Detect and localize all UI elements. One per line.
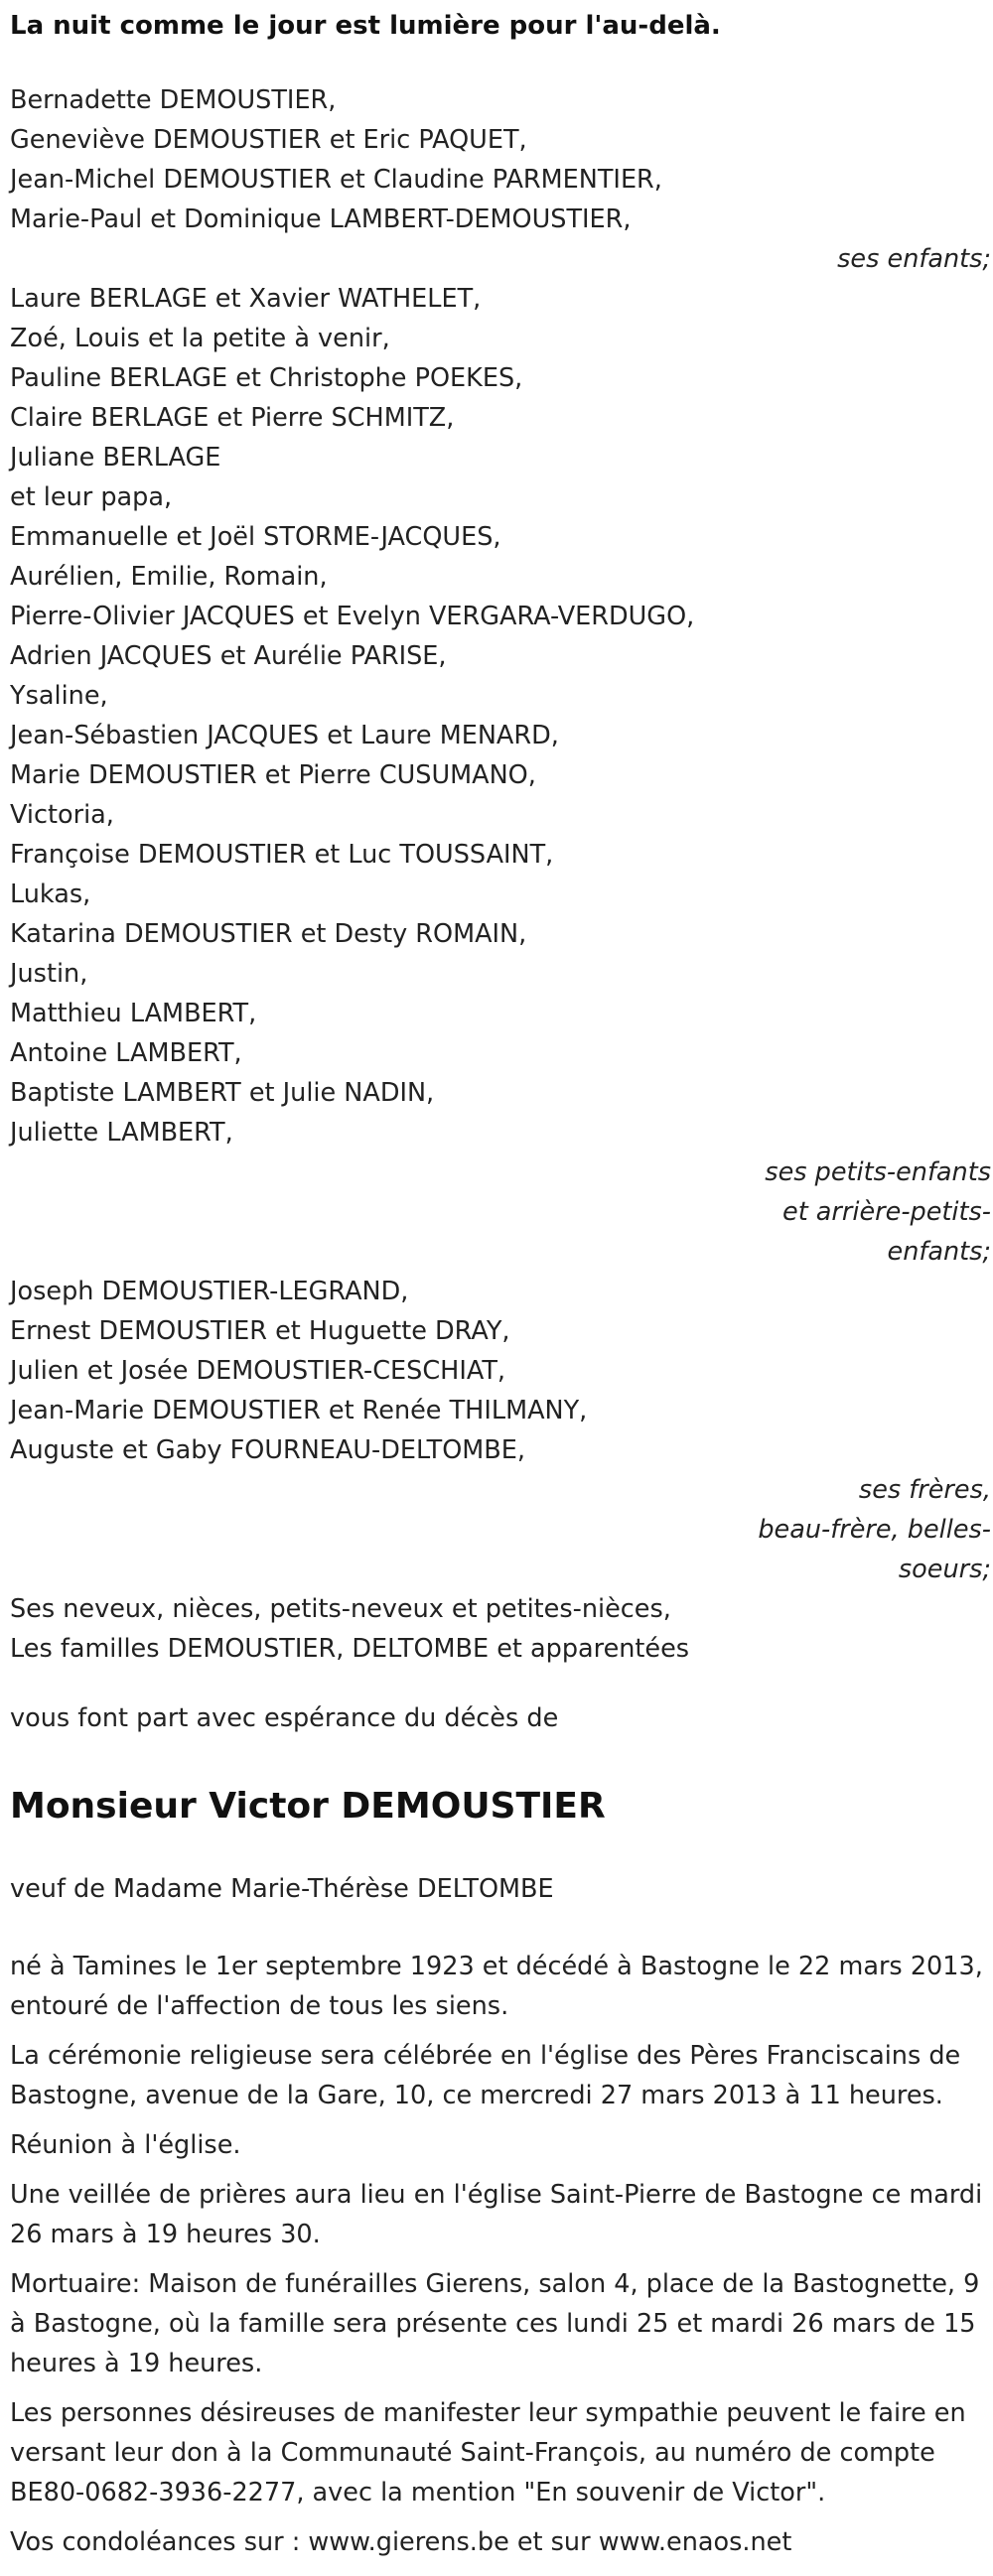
grandchildren-list <box>10 279 991 1152</box>
family-line: Ses neveux, nièces, petits-neveux et petites-nièces, <box>10 1594 671 1624</box>
donation-paragraph: Les personnes désireuses de manifester leur sympathie peuvent le faire en versant leur don à la Communauté Saint-François, au numéro de compte BE80-0682-3936-2277, avec la mention "En souvenir de Victor". <box>10 2398 966 2508</box>
grandchild-line: Pauline BERLAGE et Christophe POEKES, <box>10 363 523 393</box>
grandchild-line: Ysaline, <box>10 681 108 711</box>
family-line: Les familles DEMOUSTIER, DELTOMBE et apparentées <box>10 1634 690 1664</box>
children-list <box>10 80 991 239</box>
grandchild-line: Laure BERLAGE et Xavier WATHELET, <box>10 284 482 314</box>
reunion-paragraph: Réunion à l'église. <box>10 2130 241 2160</box>
grandchild-line: Juliette LAMBERT, <box>10 1118 233 1148</box>
siblings-role-line: soeurs; <box>898 1555 991 1584</box>
grandchild-line: Victoria, <box>10 800 114 830</box>
sibling-line: Julien et Josée DEMOUSTIER-CESCHIAT, <box>10 1356 506 1386</box>
child-line: Marie-Paul et Dominique LAMBERT-DEMOUSTIER, <box>10 204 632 234</box>
vigil-paragraph: Une veillée de prières aura lieu en l'église Saint-Pierre de Bastogne ce mardi 26 mars à 19 heures 30. <box>10 2180 983 2249</box>
child-line: Bernadette DEMOUSTIER, <box>10 85 337 115</box>
grandchildren-role <box>10 1152 991 1272</box>
grandchild-line: Zoé, Louis et la petite à venir, <box>10 324 390 353</box>
ceremony-paragraph: La cérémonie religieuse sera célébrée en l'église des Pères Franciscains de Bastogne, avenue de la Gare, 10, ce mercredi 27 mars 2013 à 11 heures. <box>10 2041 961 2110</box>
condolences-paragraph: Vos condoléances sur : www.gierens.be et sur www.enaos.net <box>10 2527 792 2557</box>
grandchild-line: Matthieu LAMBERT, <box>10 999 257 1028</box>
siblings-role-line: ses frères, <box>858 1475 991 1505</box>
announcement: vous font part avec espérance du décès de <box>10 1703 559 1733</box>
siblings-role <box>10 1470 991 1589</box>
grandchild-line: Emmanuelle et Joël STORME-JACQUES, <box>10 522 501 552</box>
sibling-line: Auguste et Gaby FOURNEAU-DELTOMBE, <box>10 1435 526 1465</box>
sibling-line: Ernest DEMOUSTIER et Huguette DRAY, <box>10 1316 510 1346</box>
deceased-name: Monsieur Victor DEMOUSTIER <box>10 1786 606 1827</box>
widow-line: veuf de Madame Marie-Thérèse DELTOMBE <box>10 1874 554 1904</box>
grandchild-line: Katarina DEMOUSTIER et Desty ROMAIN, <box>10 919 527 949</box>
grandchild-line: Pierre-Olivier JACQUES et Evelyn VERGARA-VERDUGO, <box>10 602 695 631</box>
sibling-line: Jean-Marie DEMOUSTIER et Renée THILMANY, <box>10 1396 588 1425</box>
grandchild-line: Lukas, <box>10 880 91 909</box>
grandchild-line: Justin, <box>10 959 88 989</box>
families-list <box>10 1589 991 1669</box>
grandchildren-role-line: enfants; <box>887 1237 991 1267</box>
grandchild-line: Adrien JACQUES et Aurélie PARISE, <box>10 641 447 671</box>
child-line: Jean-Michel DEMOUSTIER et Claudine PARMENTIER, <box>10 165 662 195</box>
grandchild-line: et leur papa, <box>10 482 173 512</box>
grandchild-line: Baptiste LAMBERT et Julie NADIN, <box>10 1078 435 1108</box>
child-line: Geneviève DEMOUSTIER et Eric PAQUET, <box>10 125 527 155</box>
grandchild-line: Juliane BERLAGE <box>10 443 221 473</box>
epigraph: La nuit comme le jour est lumière pour l'au-delà. <box>10 11 721 41</box>
grandchildren-role-line: ses petits-enfants <box>765 1157 991 1187</box>
grandchild-line: Marie DEMOUSTIER et Pierre CUSUMANO, <box>10 760 536 790</box>
grandchild-line: Françoise DEMOUSTIER et Luc TOUSSAINT, <box>10 840 554 870</box>
grandchildren-role-line: et arrière-petits- <box>782 1197 991 1227</box>
sibling-line: Joseph DEMOUSTIER-LEGRAND, <box>10 1277 409 1306</box>
children-role: ses enfants; <box>837 244 991 274</box>
grandchild-line: Jean-Sébastien JACQUES et Laure MENARD, <box>10 721 559 750</box>
grandchild-line: Claire BERLAGE et Pierre SCHMITZ, <box>10 403 455 433</box>
mortuary-paragraph: Mortuaire: Maison de funérailles Gierens, salon 4, place de la Bastognette, 9 à Bastogne, où la famille sera présente ces lundi 25 et mardi 26 mars de 15 heures à 19 heures. <box>10 2269 980 2378</box>
siblings-list <box>10 1272 991 1470</box>
grandchild-line: Aurélien, Emilie, Romain, <box>10 562 328 592</box>
details-section <box>10 1947 991 2562</box>
grandchild-line: Antoine LAMBERT, <box>10 1038 242 1068</box>
obituary-content <box>10 6 991 2572</box>
birth-death-paragraph: né à Tamines le 1er septembre 1923 et décédé à Bastogne le 22 mars 2013, entouré de l'affection de tous les siens. <box>10 1952 983 2021</box>
siblings-role-line: beau-frère, belles- <box>758 1515 991 1545</box>
